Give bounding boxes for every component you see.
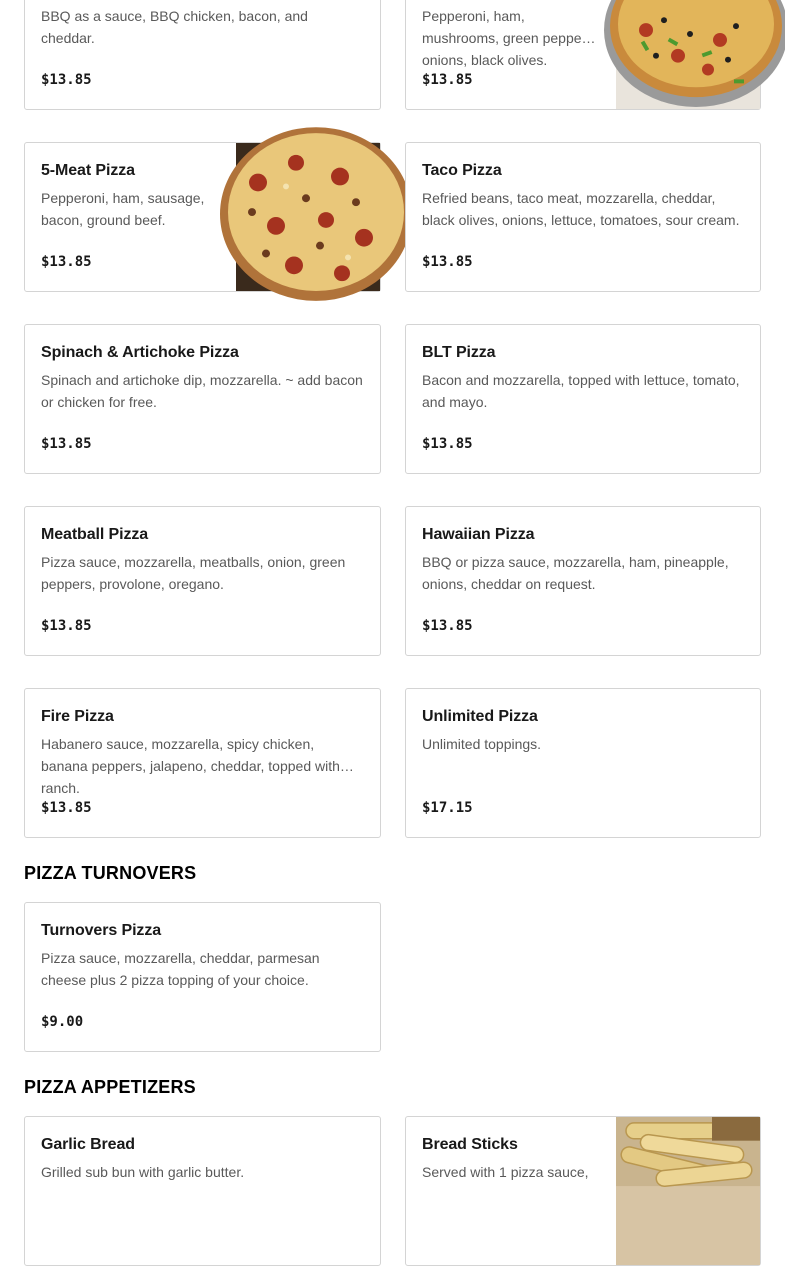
menu-item-card-bread-sticks[interactable] [405, 1116, 761, 1266]
menu-item-description: Pepperoni, ham, sausage, bacon, ground beef. [41, 190, 205, 228]
menu-item-description: Grilled sub bun with garlic butter. [41, 1164, 245, 1180]
menu-item-name: BLT Pizza [422, 344, 496, 361]
menu-item-price: $13.85 [422, 436, 473, 452]
pizza-photo [236, 143, 380, 291]
menu-item-price: $13.85 [41, 618, 92, 634]
menu-item-text [41, 325, 364, 473]
menu-item-text [422, 689, 744, 837]
menu-item-name: Bread Sticks [422, 1136, 518, 1153]
section-title-pizza-turnovers: PIZZA TURNOVERS [24, 863, 197, 883]
menu-item-card-fire-pizza[interactable] [24, 688, 381, 838]
menu-item-card-5-meat-pizza[interactable] [24, 142, 381, 292]
menu-item-text [41, 689, 364, 837]
menu-item-description: Unlimited toppings. [422, 736, 542, 752]
menu-item-description: Spinach and artichoke dip, mozzarella. ~ add bacon or chicken for free. [41, 372, 363, 410]
menu-item-card-turnovers-pizza[interactable] [24, 902, 381, 1052]
menu-item-text [41, 1117, 364, 1265]
menu-item-name: Spinach & Artichoke Pizza [41, 344, 239, 361]
section-title-pizza-appetizers: PIZZA APPETIZERS [24, 1077, 196, 1097]
menu-item-description: Pepperoni, ham, mushrooms, green peppers, onions, black olives. [422, 8, 598, 68]
menu-item-card-taco-pizza[interactable] [405, 142, 761, 292]
menu-item-text [422, 143, 744, 291]
menu-item-name: Garlic Bread [41, 1136, 135, 1153]
menu-item-description: BBQ as a sauce, BBQ chicken, bacon, and cheddar. [41, 8, 308, 46]
menu-item-card-spinach-artichoke-pizza[interactable] [24, 324, 381, 474]
menu-item-price: $17.15 [422, 800, 473, 816]
menu-item-text [422, 325, 744, 473]
menu-item-price: $13.85 [422, 618, 473, 634]
menu-item-price: $13.85 [41, 800, 92, 816]
menu-item-description: Refried beans, taco meat, mozzarella, cheddar, black olives, onions, lettuce, tomatoes, sour cream. [422, 190, 740, 228]
menu-item-text [41, 903, 364, 1051]
menu-item-price: $9.00 [41, 1014, 84, 1030]
menu-item-description: Pizza sauce, mozzarella, cheddar, parmesan cheese plus 2 pizza topping of your choice. [41, 950, 320, 988]
menu-item-price: $13.85 [41, 436, 92, 452]
menu-item-name: Hawaiian Pizza [422, 526, 535, 543]
menu-item-name: Meatball Pizza [41, 526, 149, 543]
menu-item-description: Bacon and mozzarella, topped with lettuce, tomato, and mayo. [422, 372, 740, 410]
menu-item-card-meatball-pizza[interactable] [24, 506, 381, 656]
menu-item-price: $13.85 [41, 254, 92, 270]
bread-sticks-photo [616, 1117, 760, 1265]
menu-item-name: 5-Meat Pizza [41, 162, 135, 179]
menu-item-card-supreme[interactable] [405, 0, 761, 110]
menu-item-card-unlimited-pizza[interactable] [405, 688, 761, 838]
menu-item-description: BBQ or pizza sauce, mozzarella, ham, pineapple, onions, cheddar on request. [422, 554, 729, 592]
menu-item-text [41, 143, 220, 291]
menu-item-text [41, 507, 364, 655]
pizza-photo [616, 0, 760, 109]
menu-item-name: Turnovers Pizza [41, 922, 162, 939]
menu-item-description: Pizza sauce, mozzarella, meatballs, onion, green peppers, provolone, oregano. [41, 554, 346, 592]
menu-item-text [41, 0, 364, 109]
menu-item-text [422, 0, 600, 109]
menu-item-price: $13.85 [41, 72, 92, 88]
menu-item-text [422, 507, 744, 655]
menu-item-name: Unlimited Pizza [422, 708, 538, 725]
menu-item-price: $13.85 [422, 72, 473, 88]
menu-item-card-hawaiian-pizza[interactable] [405, 506, 761, 656]
menu-item-description: Served with 1 pizza sauce, [422, 1164, 589, 1180]
menu-item-card-garlic-bread[interactable] [24, 1116, 381, 1266]
menu-item-name: Fire Pizza [41, 708, 114, 725]
menu-item-name: Taco Pizza [422, 162, 502, 179]
menu-item-price: $13.85 [422, 254, 473, 270]
menu-item-description: Habanero sauce, mozzarella, spicy chicken, banana peppers, jalapeno, cheddar, topped with ranch. [41, 736, 340, 796]
menu-item-card-blt-pizza[interactable] [405, 324, 761, 474]
menu-item-card-bbq-chicken[interactable] [24, 0, 381, 110]
menu-item-text [422, 1117, 600, 1265]
